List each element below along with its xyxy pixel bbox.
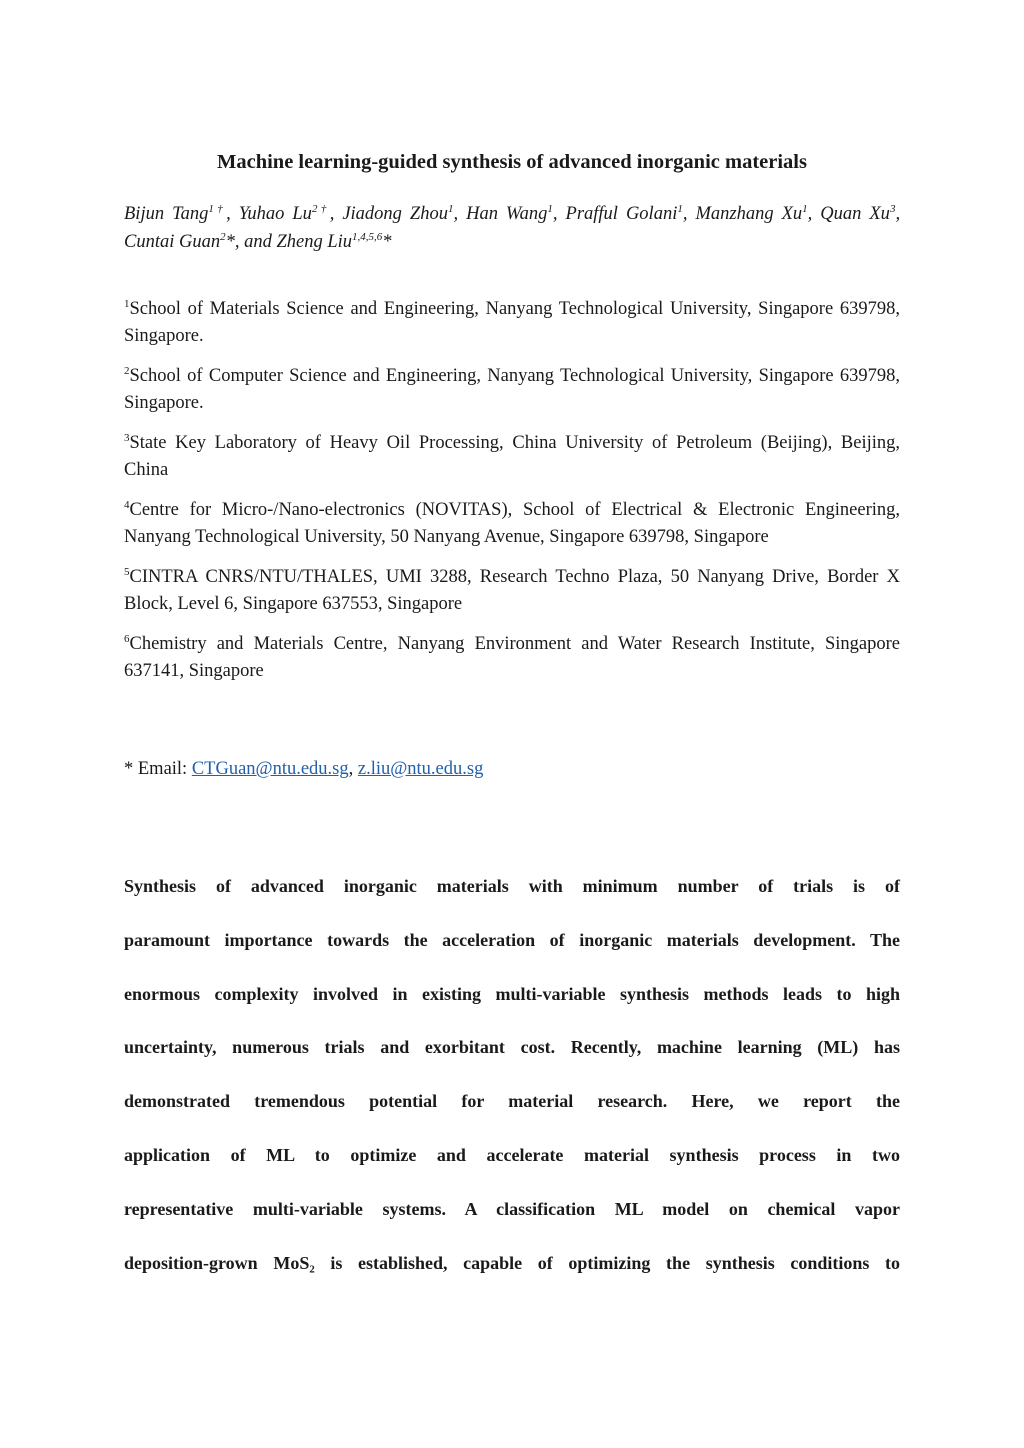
email-label: * Email: bbox=[124, 759, 192, 779]
author: Jiadong Zhou$^1$ bbox=[342, 203, 454, 224]
author: and Zheng Liu$^{1,4,5,6}$ bbox=[244, 231, 383, 252]
affiliation: $^6$Chemistry and Materials Centre, Nanyang Environment and Water Research Institute, Singapore 637141, Singapore bbox=[124, 633, 900, 681]
affiliation-list bbox=[124, 296, 900, 698]
affiliation: $^2$School of Computer Science and Engineering, Nanyang Technological University, Singapore 639798, Singapore. bbox=[124, 365, 900, 413]
abstract-line: paramount importance towards the acceleration of inorganic materials development. The bbox=[124, 929, 900, 950]
abstract-line: enormous complexity involved in existing multi-variable synthesis methods leads to high bbox=[124, 983, 900, 1004]
email-link-guan[interactable]: CTGuan@ntu.edu.sg bbox=[191, 759, 349, 779]
author: Prafful Golani$^1$ bbox=[565, 203, 683, 224]
abstract-line: uncertainty, numerous trials and exorbitant cost. Recently, machine learning (ML) has bbox=[124, 1037, 900, 1058]
paper-title: Machine learning-guided synthesis of advanced inorganic materials bbox=[217, 151, 807, 173]
affiliation: $^1$School of Materials Science and Engineering, Nanyang Technological University, Singapore 639798, Singapore. bbox=[124, 298, 900, 346]
email-link-liu[interactable]: z.liu@ntu.edu.sg bbox=[357, 759, 484, 779]
author: Cuntai Guan$^2$ bbox=[124, 231, 226, 252]
author-list: Bijun Tang$^{1\dagger}$, Yuhao $Lu^{2\dagger}$, Jiadong Zhou$^1$, Han Wang$^1$, Prafful Golani$^1$, Manzhang Xu$^1$, Quan Xu$^3$, Cuntai Guan$^2$*, and Zheng Liu$^{1,4,5,6}$* bbox=[124, 203, 901, 252]
affiliation: $^3$State Key Laboratory of Heavy Oil Processing, China University of Petroleum (Beijing), Beijing, China bbox=[124, 432, 900, 480]
author: Yuhao $Lu^{2\dagger}$ bbox=[238, 203, 330, 224]
author: Quan Xu$^3$ bbox=[820, 203, 896, 224]
abstract bbox=[124, 868, 900, 1298]
affiliation: $^4$Centre for Micro-/Nano-electronics (NOVITAS), School of Electrical & Electronic Engineering, Nanyang Technological University, 50 Nanyang Avenue, Singapore 639798, Singapore bbox=[124, 499, 900, 547]
abstract-line: application of ML to optimize and accelerate material synthesis process in two bbox=[124, 1144, 900, 1165]
affiliation: $^5$CINTRA CNRS/NTU/THALES, UMI 3288, Research Techno Plaza, 50 Nanyang Drive, Border X Block, Level 6, Singapore 637553, Singapore bbox=[124, 566, 900, 614]
corresponding-email: * Email: CTGuan@ntu.edu.sg, z.liu@ntu.edu.sg bbox=[124, 759, 484, 779]
author: Han Wang$^1$ bbox=[466, 203, 553, 224]
abstract-line: demonstrated tremendous potential for material research. Here, we report the bbox=[124, 1091, 900, 1112]
abstract-line: deposition-grown MoS₂ is established, capable of optimizing the synthesis conditions to bbox=[124, 1252, 900, 1273]
abstract-line: Synthesis of advanced inorganic materials with minimum number of trials is of bbox=[124, 876, 900, 896]
abstract-line: representative multi-variable systems. A classification ML model on chemical vapor bbox=[124, 1198, 900, 1219]
author: Bijun Tang$^{1\dagger}$ bbox=[124, 203, 227, 224]
author: Manzhang Xu$^1$ bbox=[695, 203, 808, 224]
